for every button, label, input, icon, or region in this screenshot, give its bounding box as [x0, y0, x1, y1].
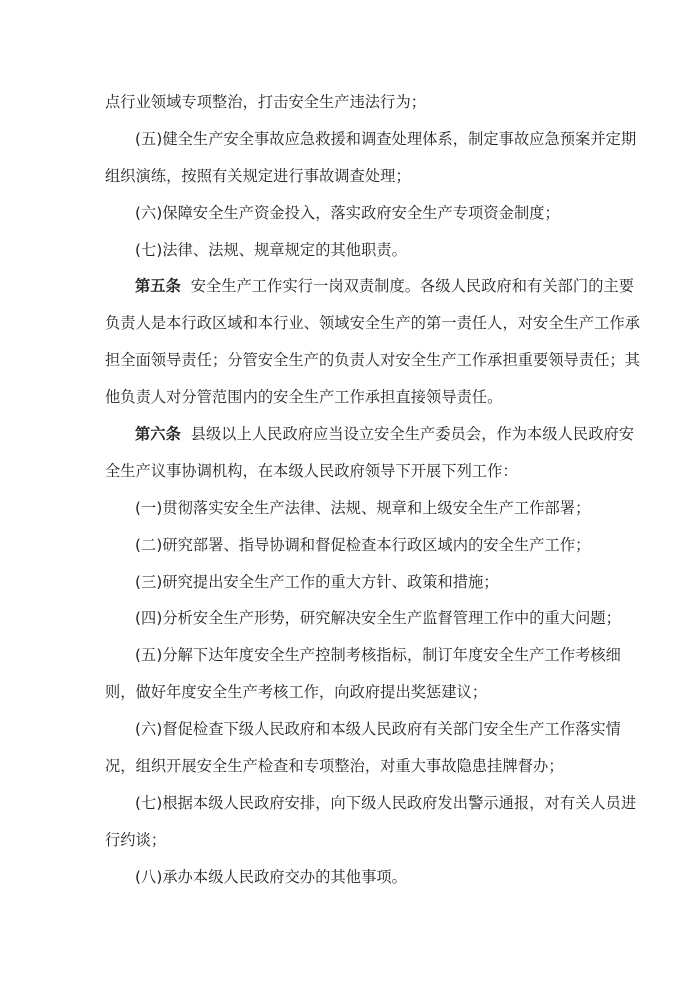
clause-item-7: (七)法律、法规、规章规定的其他职责。: [135, 240, 407, 259]
text-line: 行约谈；: [105, 830, 167, 849]
clause-item-6: (六)督促检查下级人民政府和本级人民政府有关部门安全生产工作落实情: [135, 720, 621, 739]
text-line: 他负责人对分管范围内的安全生产工作承担直接领导责任。: [105, 388, 503, 407]
clause-item-6: (六)保障安全生产资金投入，落实政府安全生产专项资金制度；: [135, 203, 560, 222]
text-line: 全生产议事协调机构，在本级人民政府领导下开展下列工作：: [105, 461, 518, 480]
clause-item-5: (五)健全生产安全事故应急救援和调查处理体系，制定事故应急预案并定期: [135, 129, 637, 148]
clause-item-5: (五)分解下达年度安全生产控制考核指标，制订年度安全生产工作考核细: [135, 646, 621, 665]
article-6-text: 县级以上人民政府应当设立安全生产委员会，作为本级人民政府安: [190, 425, 635, 444]
text-line: 则，做好年度安全生产考核工作，向政府提出奖惩建议；: [105, 683, 488, 702]
article-5-label: 第五条: [135, 277, 181, 296]
clause-item-7: (七)根据本级人民政府安排，向下级人民政府发出警示通报，对有关人员进: [135, 793, 637, 812]
article-6-label: 第六条: [135, 425, 181, 444]
clause-item-1: (一)贯彻落实安全生产法律、法规、规章和上级安全生产工作部署；: [135, 498, 591, 517]
article-5-text: 安全生产工作实行一岗双责制度。各级人民政府和有关部门的主要: [190, 277, 635, 296]
article-6-line: [105, 423, 635, 460]
clause-item-8: (八)承办本级人民政府交办的其他事项。: [135, 867, 407, 886]
text-line: 点行业领域专项整治，打击安全生产违法行为；: [105, 93, 427, 111]
clause-item-2: (二)研究部署、指导协调和督促检查本行政区域内的安全生产工作；: [135, 535, 591, 554]
document-body: [105, 91, 641, 903]
clause-item-3: (三)研究提出安全生产工作的重大方针、政策和措施；: [135, 572, 499, 591]
text-line: 组织演练，按照有关规定进行事故调查处理；: [105, 166, 411, 185]
text-line: 负责人是本行政区域和本行业、领域安全生产的第一责任人，对安全生产工作承: [105, 314, 641, 333]
text-line: 况，组织开展安全生产检查和专项整治，对重大事故隐患挂牌督办；: [105, 757, 564, 776]
text-line: 担全面领导责任；分管安全生产的负责人对安全生产工作承担重要领导责任；其: [105, 351, 641, 370]
clause-item-4: (四)分析安全生产形势，研究解决安全生产监督管理工作中的重大问题；: [135, 609, 621, 628]
article-5-line: [105, 275, 635, 312]
